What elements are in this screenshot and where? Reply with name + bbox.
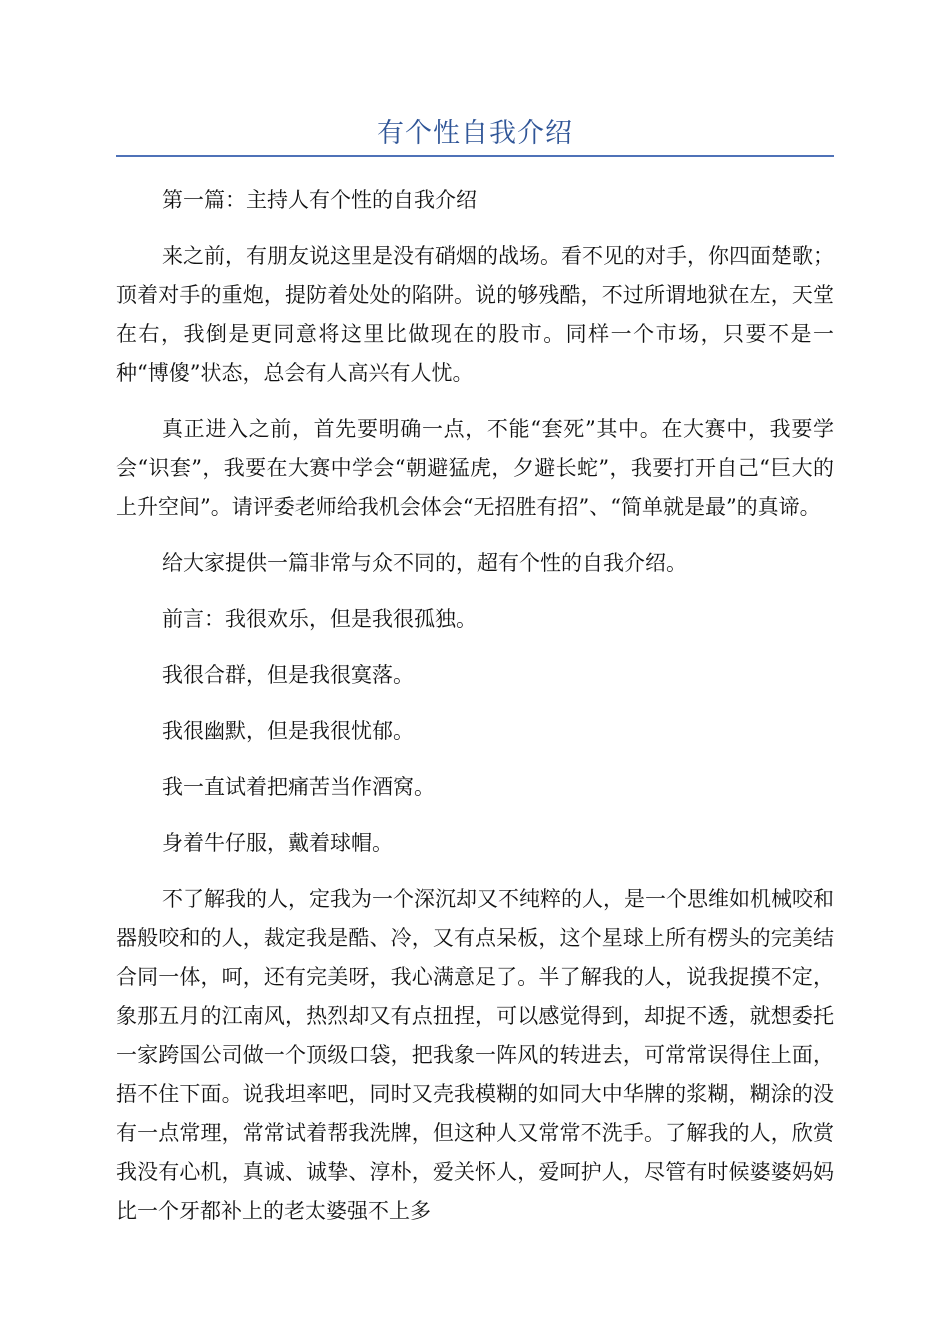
paragraph-section-heading: 第一篇：主持人有个性的自我介绍 — [162, 188, 477, 212]
paragraph: 前言：我很欢乐，但是我很孤独。 — [162, 607, 477, 631]
paragraph: 我一直试着把痛苦当作酒窝。 — [162, 775, 435, 799]
document-page — [116, 0, 834, 1248]
paragraph: 身着牛仔服，戴着球帽。 — [162, 831, 393, 855]
paragraph: 来之前，有朋友说这里是没有硝烟的战场。看不见的对手，你四面楚歌；顶着对手的重炮，提防着处处的陷阱。说的够残酷，不过所谓地狱在左，天堂在右，我倒是更同意将这里比做现在的股市。同样一个市场，只要不是一种“博傻”状态，总会有人高兴有人忧。 — [116, 244, 834, 385]
paragraph: 不了解我的人，定我为一个深沉却又不纯粹的人，是一个思维如机械咬和器般咬和的人，裁定我是酷、冷，又有点呆板，这个星球上所有楞头的完美结合同一体，呵，还有完美呀，我心满意足了。半了解我的人，说我捉摸不定，象那五月的江南风，热烈却又有点扭捏，可以感觉得到，却捉不透，就想委托一家跨国公司做一个顶级口袋，把我象一阵风的转进去，可常常误得住上面，捂不住下面。说我坦率吧，同时又壳我模糊的如同大中华牌的浆糊，糊涂的没有一点常理，常常试着帮我洗牌，但这种人又常常不洗手。了解我的人，欣赏我没有心机，真诚、诚挚、淳朴，爱关怀人，爱呵护人，尽管有时候婆婆妈妈比一个牙都补上的老太婆强不上多 — [116, 887, 834, 1223]
title-underline — [116, 155, 834, 157]
paragraph: 我很合群，但是我很寞落。 — [162, 663, 414, 687]
document-body — [116, 181, 834, 1231]
document-title: 有个性自我介绍 — [377, 118, 573, 149]
paragraph: 给大家提供一篇非常与众不同的，超有个性的自我介绍。 — [162, 551, 687, 575]
paragraph: 我很幽默，但是我很忧郁。 — [162, 719, 414, 743]
paragraph: 真正进入之前，首先要明确一点，不能“套死”其中。在大赛中，我要学会“识套”，我要在大赛中学会“朝避猛虎，夕避长蛇”，我要打开自己“巨大的上升空间”。请评委老师给我机会体会“无招胜有招”、“简单就是最”的真谛。 — [116, 417, 834, 519]
